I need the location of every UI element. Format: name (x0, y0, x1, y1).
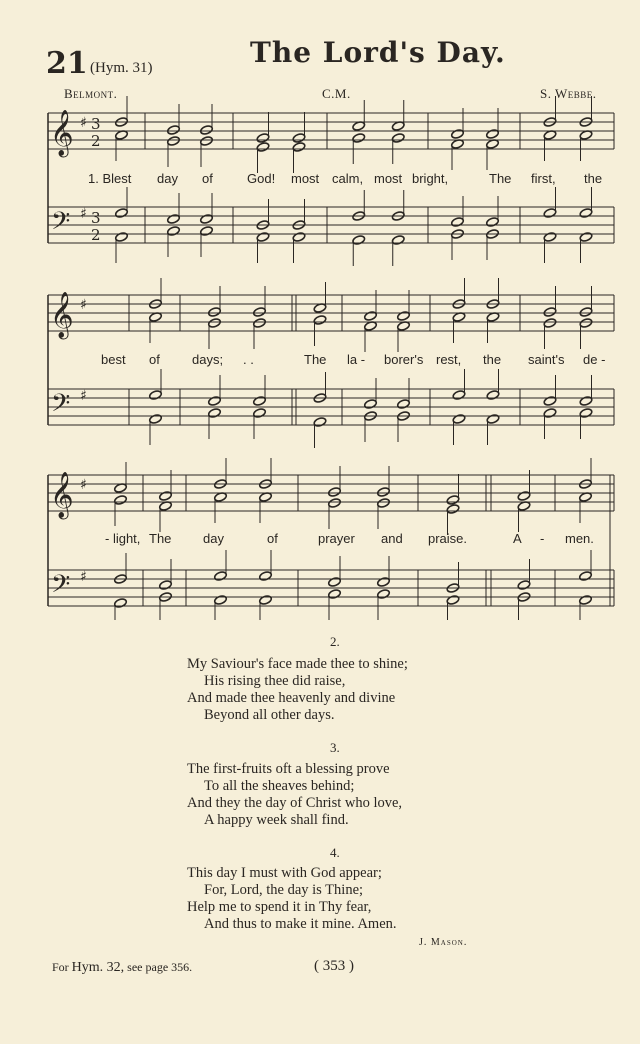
lyric-word: most (374, 171, 403, 186)
note-head (114, 598, 128, 609)
note-head (328, 589, 342, 600)
lyric-word: - light, (105, 531, 141, 546)
bass-clef-icon: 𝄢 (51, 207, 71, 242)
lyric-word: the (483, 352, 502, 367)
note-head (486, 414, 500, 425)
lyric-word: bright, (412, 171, 449, 186)
note-head (451, 217, 465, 228)
stanza-line: The first-fruits oft a blessing prove (187, 761, 390, 777)
bass-clef-icon: 𝄢 (51, 389, 71, 424)
note-head (446, 495, 460, 506)
lyric-word: most (291, 171, 320, 186)
lyric-word: praise. (428, 531, 468, 546)
time-signature-icon: 3 (91, 115, 101, 133)
note-head (292, 142, 306, 153)
key-signature-sharp-icon: ♯ (80, 115, 87, 131)
lyric-word: prayer (318, 531, 355, 546)
lyric-word: A (513, 531, 522, 546)
lyric-word: and (381, 531, 403, 546)
lyric-word: de - (583, 352, 606, 367)
note-head (253, 408, 267, 419)
note-head (486, 129, 500, 140)
bass-clef-icon: 𝄢 (51, 570, 71, 605)
stanza-line: And made thee heavenly and divine (187, 690, 396, 706)
page-number: ( 353 ) (314, 958, 354, 974)
note-head (256, 142, 270, 153)
note-head (159, 491, 173, 502)
note-head (579, 396, 593, 407)
meter: C.M. (322, 86, 351, 101)
note-head (200, 136, 214, 147)
note-head (167, 226, 181, 237)
lyric-word: The (304, 352, 327, 367)
note-head (543, 307, 557, 318)
note-head (377, 498, 391, 509)
stanza-line: A happy week shall find. (204, 812, 349, 828)
key-signature-sharp-icon: ♯ (80, 569, 87, 585)
note-head (543, 396, 557, 407)
note-head (451, 129, 465, 140)
lyric-word: la - (347, 352, 366, 367)
stanza-line: This day I must with God appear; (187, 865, 382, 881)
note-head (579, 208, 593, 219)
lyric-word: of (267, 531, 278, 546)
note-head (377, 589, 391, 600)
note-head (452, 414, 466, 425)
note-head (377, 577, 391, 588)
lyric-word: calm, (332, 171, 364, 186)
note-head (208, 396, 222, 407)
footer-cross-reference (52, 960, 192, 976)
time-signature-icon: 2 (91, 226, 101, 244)
note-head (364, 311, 378, 322)
note-head (377, 487, 391, 498)
note-head (115, 208, 129, 219)
note-head (397, 311, 411, 322)
hymn-reference: (Hym. 31) (90, 60, 153, 76)
lyric-word: God! (247, 171, 276, 186)
note-head (256, 232, 270, 243)
stanza-number: 3. (330, 740, 340, 755)
note-head (579, 595, 593, 606)
note-head (517, 580, 531, 591)
lyric-word: days; (192, 352, 224, 367)
note-head (256, 133, 270, 144)
note-head (397, 399, 411, 410)
note-head (328, 487, 342, 498)
note-head (543, 318, 557, 329)
note-head (253, 318, 267, 329)
stanza-line: To all the sheaves behind; (204, 778, 355, 794)
time-signature-icon: 3 (91, 209, 101, 227)
note-head (352, 133, 366, 144)
note-head (579, 571, 593, 582)
note-head (208, 408, 222, 419)
tune-name: Belmont. (64, 86, 118, 101)
note-head (352, 235, 366, 246)
lyric-word: rest, (436, 352, 462, 367)
key-signature-sharp-icon: ♯ (80, 297, 87, 313)
note-head (214, 595, 228, 606)
note-head (543, 408, 557, 419)
note-head (579, 307, 593, 318)
note-head (149, 390, 163, 401)
stanza-line: And they the day of Christ who love, (187, 795, 403, 811)
stanza-number: 2. (330, 634, 340, 649)
lyric-word: best (101, 352, 126, 367)
note-head (159, 580, 173, 591)
note-head (486, 390, 500, 401)
note-head (167, 214, 181, 225)
note-head (486, 217, 500, 228)
lyric-word: . . (243, 352, 254, 367)
note-head (517, 491, 531, 502)
hymn-title: The Lord's Day. (250, 36, 506, 69)
note-head (200, 214, 214, 225)
note-head (114, 495, 128, 506)
time-signature-icon: 2 (91, 132, 101, 150)
note-head (253, 396, 267, 407)
stanza-number: 4. (330, 845, 340, 860)
footer-for: For (52, 960, 69, 974)
lyric-word: the (584, 171, 603, 186)
note-head (208, 307, 222, 318)
note-head (149, 414, 163, 425)
note-head (292, 232, 306, 243)
note-head (214, 571, 228, 582)
key-signature-sharp-icon: ♯ (80, 477, 87, 493)
note-head (313, 315, 327, 326)
lyric-word: 1. Blest (88, 171, 132, 186)
note-head (253, 307, 267, 318)
stanza-line: For, Lord, the day is Thine; (204, 882, 364, 898)
lyric-word: of (202, 171, 213, 186)
footer-see: see page (127, 960, 169, 974)
lyric-word: of (149, 352, 160, 367)
author-attribution: J. Mason. (419, 937, 468, 948)
note-head (259, 595, 273, 606)
stanza-line: Beyond all other days. (204, 707, 335, 723)
lyric-word: saint's (528, 352, 565, 367)
lyric-word: first, (531, 171, 556, 186)
lyric-word: borer's (384, 352, 424, 367)
composer: S. Webbe. (540, 86, 597, 101)
lyric-word: day (203, 531, 224, 546)
lyric-word: men. (565, 531, 594, 546)
note-head (328, 498, 342, 509)
stanza-line: His rising thee did raise, (204, 673, 346, 689)
note-head (200, 226, 214, 237)
note-head (208, 318, 222, 329)
stanza-line: Help me to spend it in Thy fear, (187, 899, 372, 915)
note-head (292, 133, 306, 144)
key-signature-sharp-icon: ♯ (80, 206, 87, 222)
note-head (328, 577, 342, 588)
footer-see-page: 356. (171, 960, 193, 974)
treble-clef-icon: 𝄞 (50, 472, 74, 518)
note-head (167, 136, 181, 147)
note-head (543, 208, 557, 219)
note-head (259, 571, 273, 582)
note-head (313, 417, 327, 428)
lyric-word: The (149, 531, 172, 546)
note-head (167, 125, 181, 136)
note-head (446, 595, 460, 606)
note-head (391, 133, 405, 144)
note-head (446, 504, 460, 515)
note-head (391, 235, 405, 246)
note-head (579, 408, 593, 419)
note-head (115, 232, 129, 243)
note-head (364, 399, 378, 410)
footer-hym: Hym. 32, (71, 960, 125, 975)
lyric-word: day (157, 171, 178, 186)
note-head (543, 232, 557, 243)
note-head (452, 390, 466, 401)
stanza-line: And thus to make it mine. Amen. (204, 916, 397, 932)
treble-clef-icon: 𝄞 (50, 292, 74, 338)
treble-clef-icon: 𝄞 (50, 110, 74, 156)
note-head (579, 318, 593, 329)
lyric-word: - (540, 531, 545, 546)
note-head (579, 232, 593, 243)
hymn-number: 21 (46, 46, 88, 81)
lyric-word: The (489, 171, 512, 186)
stanza-line: My Saviour's face made thee to shine; (187, 656, 408, 672)
key-signature-sharp-icon: ♯ (80, 388, 87, 404)
note-head (200, 125, 214, 136)
